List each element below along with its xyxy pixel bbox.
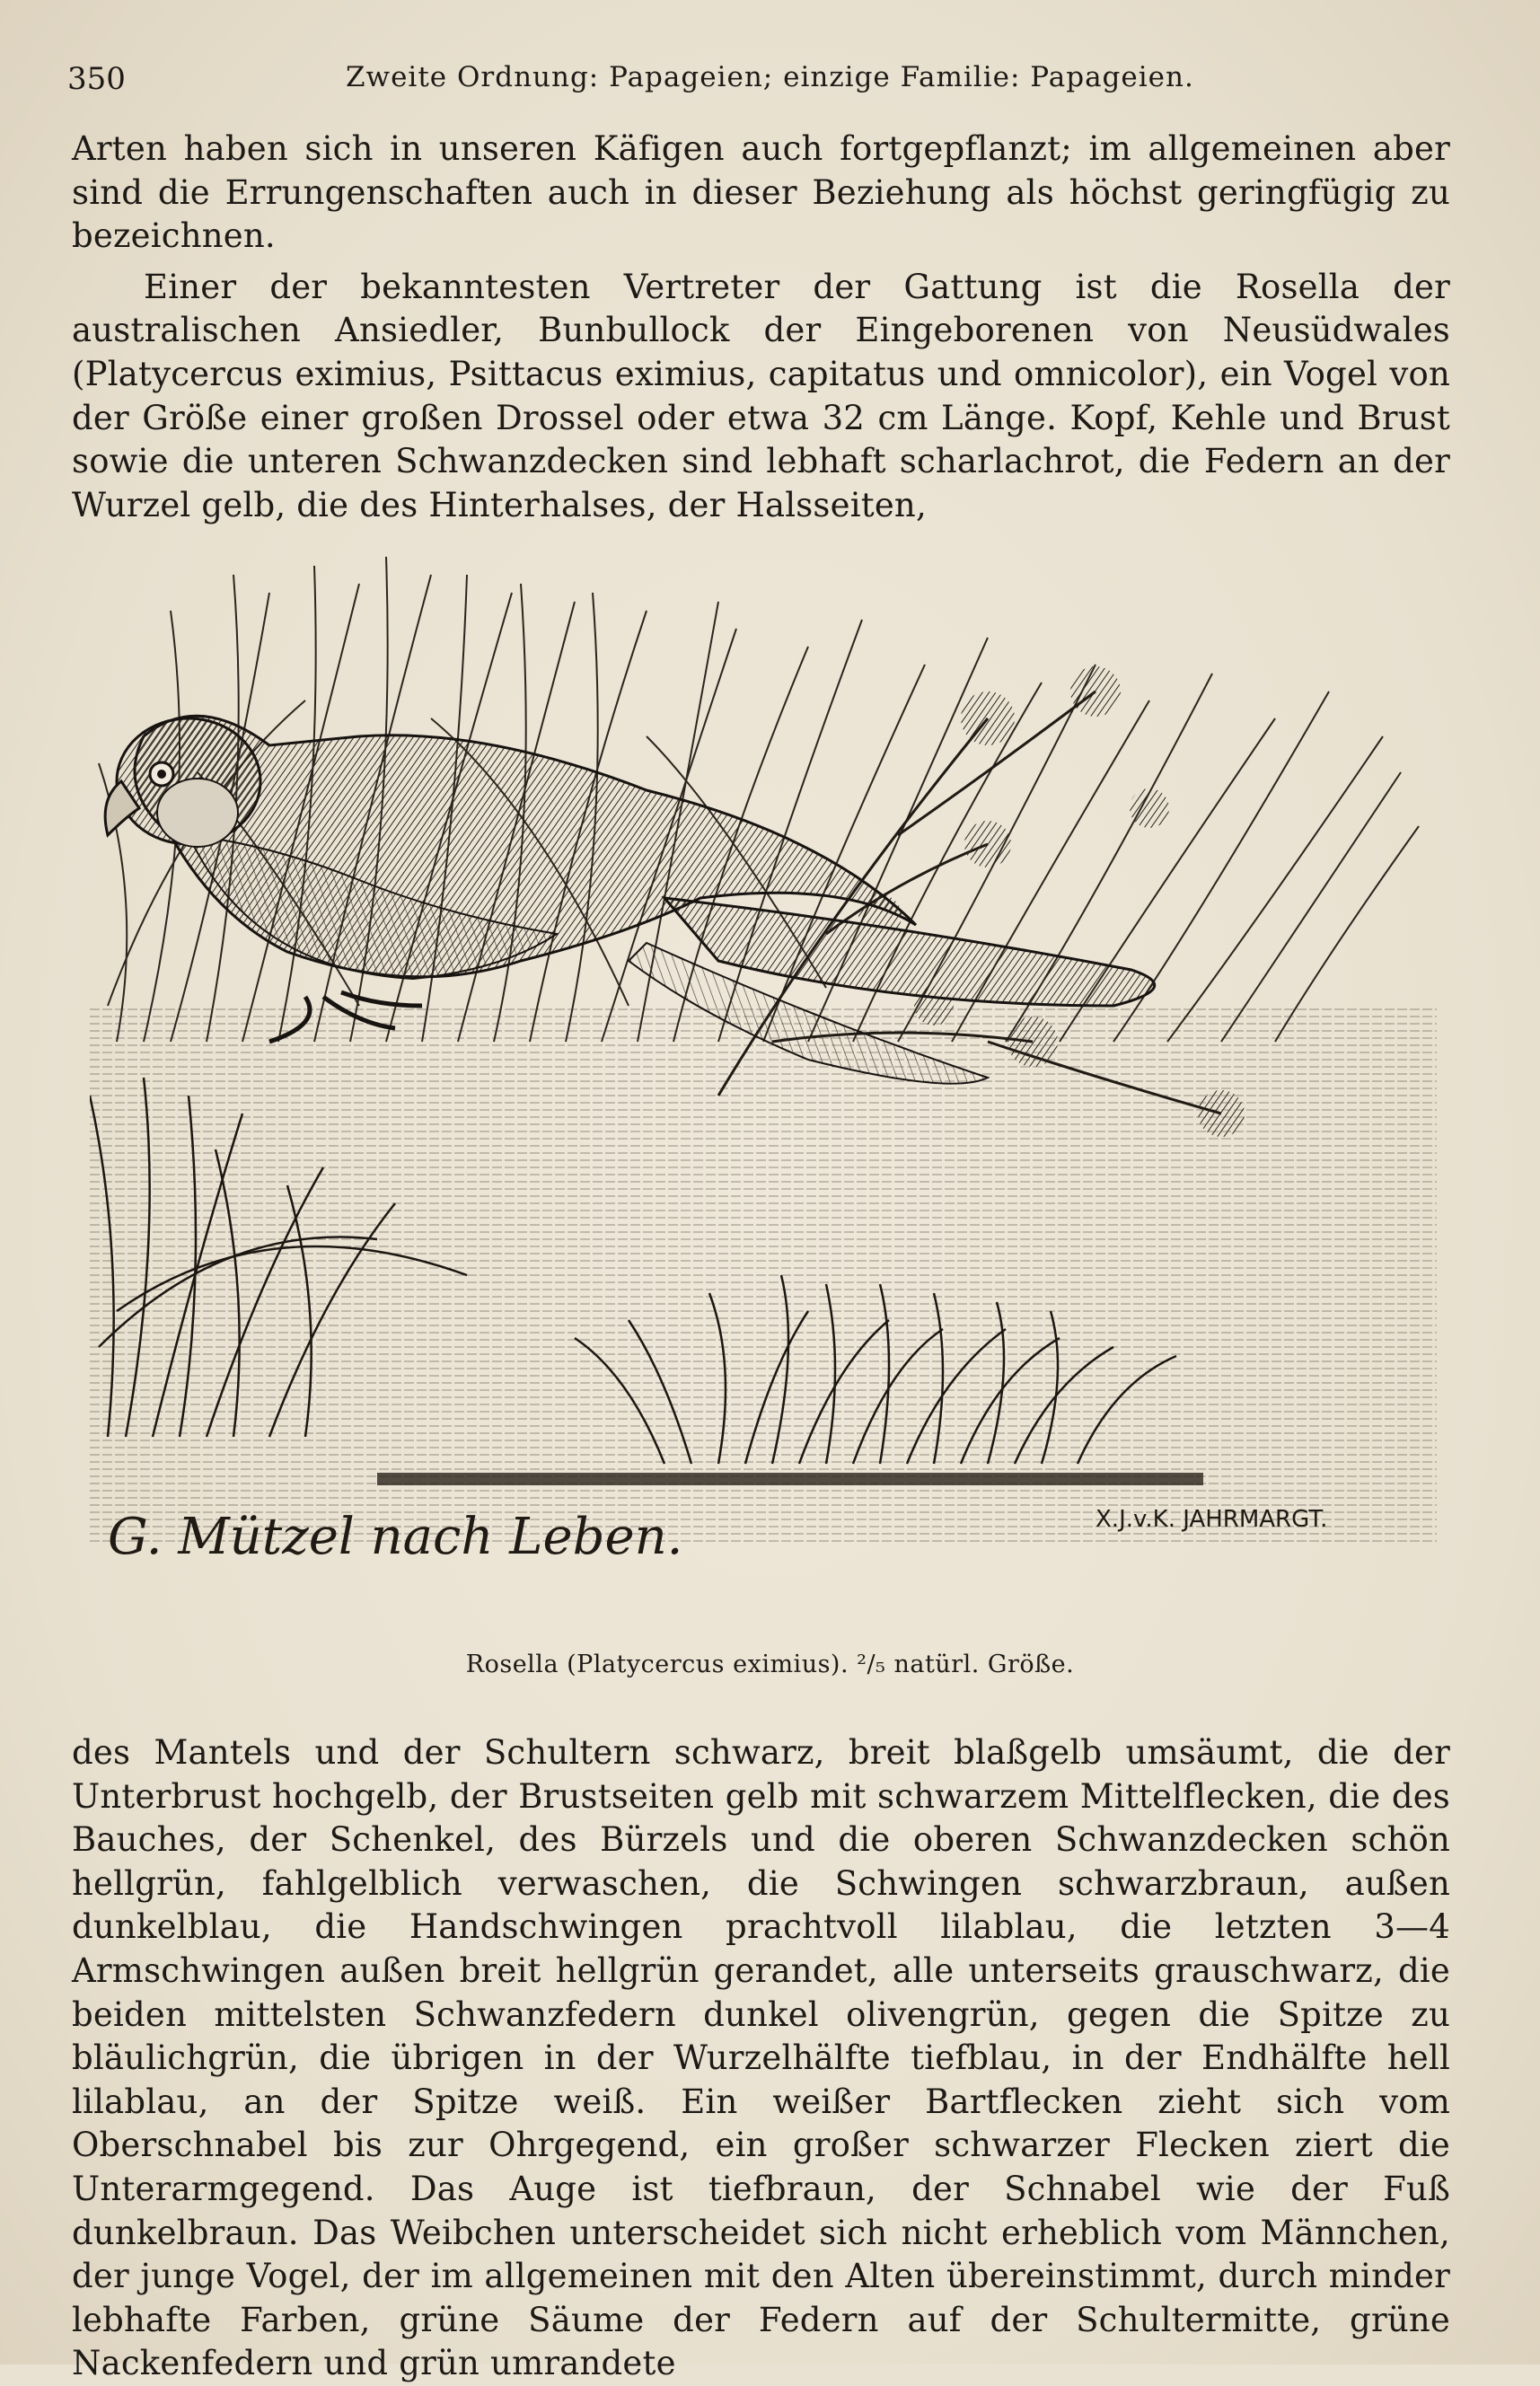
rosella-engraving: [90, 539, 1437, 1616]
top-text-block: [72, 128, 1450, 527]
engraving-illustration: [90, 539, 1437, 1616]
paragraph-3: des Mantels und der Schultern schwarz, breit blaßgelb umsäumt, die der Unterbrust hochgelb, der Brustseiten gelb mit schwarzem Mittelflecken, die des Bauches, der Schenkel, des Bürzels und die oberen Schwanzdecken schön hellgrün, fahlgelblich verwaschen, die Schwingen schwarzbraun, außen dunkelblau, die Handschwingen prachtvoll lilablau, die letzten 3—4 Armschwingen außen breit hellgrün gerandet, alle unterseits grauschwarz, die beiden mittelsten Schwanzfedern dunkel olivengrün, gegen die Spitze zu bläulichgrün, die übrigen in der Wurzelhälfte tiefblau, in der Endhälfte hell lilablau, an der Spitze weiß. Ein weißer Bartflecken zieht sich vom Oberschnabel bis zur Ohrgegend, ein großer schwarzer Flecken ziert die Unterarmgegend. Das Auge ist tiefbraun, der Schnabel wie der Fuß dunkelbraun. Das Weibchen unterscheidet sich nicht erheblich vom Männchen, der junge Vogel, der im allgemeinen mit den Alten übereinstimmt, durch minder lebhafte Farben, grüne Säume der Federn auf der Schultermitte, grüne Nackenfedern und grün umrandete: [72, 1733, 1450, 2383]
paragraph-2: Einer der bekanntesten Vertreter der Gattung ist die Rosella der australischen Ansiedler, Bunbullock der Eingeborenen von Neusüdwales (Platycercus eximius, Psittacus eximius, capitatus und omnicolor), ein Vogel von der Größe einer großen Drossel oder etwa 32 cm Länge. Kopf, Kehle und Brust sowie die unteren Schwanzdecken sind lebhaft scharlachrot, die Federn an der Wurzel gelb, die des Hinterhalses, der Halsseiten,: [72, 267, 1450, 524]
page-number: 350: [67, 61, 126, 97]
paragraph-1: Arten haben sich in unseren Käfigen auch fortgepflanzt; im allgemeinen aber sind die Errungenschaften auch in dieser Beziehung als höchst geringfügig zu bezeichnen.: [72, 129, 1450, 256]
bottom-text-block: [72, 1731, 1450, 2386]
figure-caption: Rosella (Platycercus eximius). ²/₅ natürl. Größe.: [465, 1651, 1075, 1678]
ground-line: [377, 1473, 1203, 1485]
running-head: Zweite Ordnung: Papageien; einzige Familie: Papageien.: [346, 61, 1194, 93]
artist-signature: G. Mützel nach Leben.: [108, 1508, 683, 1566]
ground-shading: [90, 1006, 1437, 1545]
page-header: [67, 56, 1450, 110]
engraver-signature: X.J.v.K. JAHRMARGT.: [1096, 1506, 1328, 1533]
